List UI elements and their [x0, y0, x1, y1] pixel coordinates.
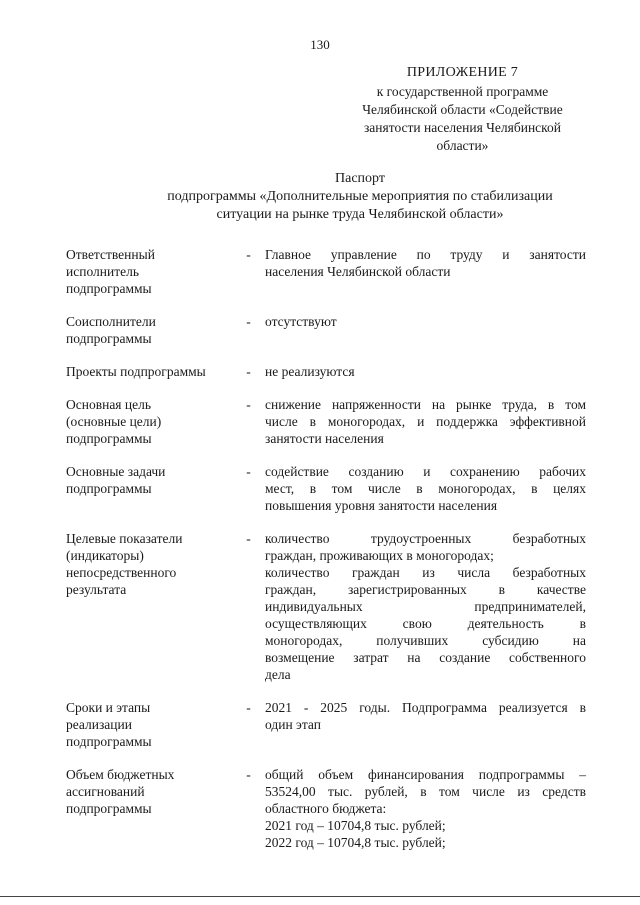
label-line: подпрограммы — [66, 481, 152, 496]
value-line: мест, в том числе в моногородах, в целях — [265, 481, 586, 496]
row-value — [265, 396, 586, 447]
value-line: 2021 - 2025 годы. Подпрограмма реализуется в — [265, 700, 586, 715]
page-bottom-rule — [0, 896, 640, 897]
row-label — [66, 363, 232, 380]
row-label — [66, 396, 232, 447]
label-line: подпрограммы — [66, 281, 152, 296]
label-line: Соисполнители — [66, 314, 156, 329]
row-main-tasks — [66, 463, 586, 514]
label-line: ассигнований — [66, 784, 145, 799]
value-line: 53524,00 тыс. рублей, в том числе из средств — [265, 784, 586, 799]
value-line: граждан, зарегистрированных в качестве — [265, 582, 586, 597]
value-line: отсутствуют — [265, 314, 337, 329]
passport-subtitle-line: подпрограммы «Дополнительные мероприятия по стабилизации — [167, 189, 553, 204]
label-line: Основные задачи — [66, 464, 166, 479]
label-line: подпрограммы — [66, 331, 152, 346]
value-line: один этап — [265, 717, 321, 732]
row-dash: - — [246, 464, 251, 479]
value-line: индивидуальных предпринимателей, — [265, 599, 586, 614]
passport-title: Паспорт — [335, 171, 385, 186]
label-line: реализации — [66, 717, 132, 732]
appendix-line: к государственной программе — [376, 84, 549, 99]
row-value — [265, 313, 586, 330]
row-responsible-executor — [66, 246, 586, 297]
value-line: снижение напряженности на рынке труда, в том — [265, 397, 586, 412]
label-line: Целевые показатели — [66, 531, 183, 546]
row-label — [66, 766, 232, 817]
label-line: подпрограммы — [66, 734, 152, 749]
value-line: граждан, проживающих в моногородах; — [265, 548, 494, 563]
appendix-title: ПРИЛОЖЕНИЕ 7 — [406, 65, 519, 80]
label-line: (основные цели) — [66, 414, 162, 429]
value-line: общий объем финансирования подпрограммы – — [265, 767, 586, 782]
value-line: осуществляющих свою деятельность в — [265, 616, 586, 631]
row-label — [66, 463, 232, 497]
row-dash: - — [246, 397, 251, 412]
passport-heading — [60, 170, 640, 224]
row-timeline — [66, 699, 586, 750]
appendix-header — [340, 64, 585, 155]
row-co-executors — [66, 313, 586, 347]
row-value — [265, 530, 586, 683]
label-line: Сроки и этапы — [66, 700, 151, 715]
value-line: содействие созданию и сохранению рабочих — [265, 464, 586, 479]
row-main-goal — [66, 396, 586, 447]
value-line: Главное управление по труду и занятости — [265, 247, 586, 262]
row-label — [66, 530, 232, 598]
value-line: числе в моногородах, и поддержка эффективной — [265, 414, 586, 429]
label-line: Объем бюджетных — [66, 767, 175, 782]
appendix-line: занятости населения Челябинской — [363, 120, 562, 135]
value-line: занятости населения — [265, 431, 384, 446]
passport-subtitle-line: ситуации на рынке труда Челябинской области» — [216, 207, 504, 222]
page-number: 130 — [310, 37, 330, 52]
row-dash: - — [246, 314, 251, 329]
appendix-line: области» — [436, 138, 489, 153]
row-label — [66, 246, 232, 297]
label-line: Основная цель — [66, 397, 152, 412]
row-value — [265, 699, 586, 733]
row-label — [66, 313, 232, 347]
label-line: подпрограммы — [66, 431, 152, 446]
row-dash: - — [246, 767, 251, 782]
row-dash: - — [246, 700, 251, 715]
value-line: повышения уровня занятости населения — [265, 498, 498, 513]
value-line: возмещение затрат на создание собственного — [265, 650, 586, 665]
passport-table — [66, 246, 586, 851]
row-projects — [66, 363, 586, 380]
row-value — [265, 363, 586, 380]
value-line: 2021 год – 10704,8 тыс. рублей; — [265, 818, 446, 833]
value-line: не реализуются — [265, 364, 355, 379]
value-line: количество трудоустроенных безработных — [265, 531, 586, 546]
value-line: дела — [265, 667, 291, 682]
label-line: непосредственного — [66, 565, 177, 580]
row-dash: - — [246, 247, 251, 262]
appendix-line: Челябинской области «Содействие — [362, 102, 563, 117]
value-line: населения Челябинской области — [265, 264, 451, 279]
label-line: результата — [66, 582, 127, 597]
label-line: Ответственный — [66, 247, 155, 262]
row-label — [66, 699, 232, 750]
row-value — [265, 463, 586, 514]
value-line: 2022 год – 10704,8 тыс. рублей; — [265, 835, 446, 850]
row-target-indicators — [66, 530, 586, 683]
label-line: исполнитель — [66, 264, 139, 279]
row-dash: - — [246, 364, 251, 379]
value-line: моногородах, получивших субсидию на — [265, 633, 586, 648]
label-line: (индикаторы) — [66, 548, 144, 563]
row-value — [265, 766, 586, 851]
row-budget — [66, 766, 586, 851]
label-line: Проекты подпрограммы — [66, 364, 206, 379]
row-value — [265, 246, 586, 280]
value-line: количество граждан из числа безработных — [265, 565, 586, 580]
label-line: подпрограммы — [66, 801, 152, 816]
value-line: областного бюджета: — [265, 801, 387, 816]
row-dash: - — [246, 531, 251, 546]
